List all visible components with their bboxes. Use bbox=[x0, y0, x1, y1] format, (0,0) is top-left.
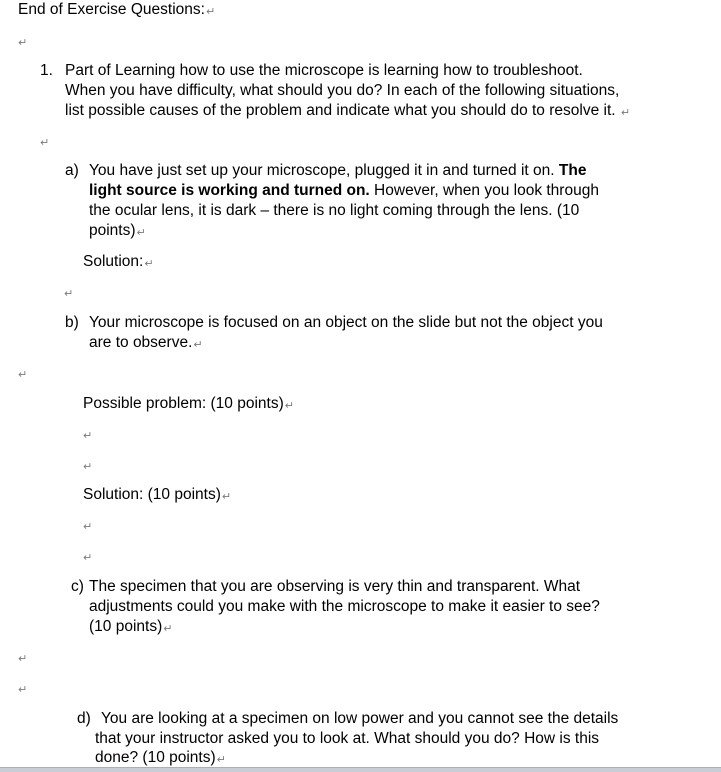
part-a-line-2-bold: light source is working and turned on. bbox=[89, 182, 370, 199]
part-d-line-3 bbox=[95, 748, 226, 769]
paragraph-mark-icon: ↵ bbox=[83, 552, 93, 564]
paragraph-mark-icon: ↵ bbox=[18, 37, 28, 49]
paragraph-mark-icon: ↵ bbox=[221, 491, 232, 503]
paragraph-mark-icon: ↵ bbox=[205, 6, 216, 18]
paragraph-mark-icon: ↵ bbox=[18, 684, 28, 696]
part-d-label: d) bbox=[77, 710, 91, 727]
part-a-line-1-text: You have just set up your microscope, plugged it in and turned it on. bbox=[89, 162, 559, 179]
part-b-solution-label[interactable] bbox=[83, 485, 231, 506]
part-c-line-2: adjustments could you make with the microscope to make it easier to see? bbox=[89, 598, 600, 615]
paragraph-mark-icon: ↵ bbox=[163, 623, 173, 635]
part-a-line-1-bold: The bbox=[558, 162, 587, 179]
question-1-line-2: When you have difficulty, what should you do? In each of the following situations, bbox=[65, 82, 620, 99]
document-heading bbox=[18, 0, 215, 21]
paragraph-mark-icon: ↵ bbox=[18, 369, 28, 381]
part-c-line-1: The specimen that you are observing is very thin and transparent. What bbox=[89, 578, 581, 595]
part-a-line-1 bbox=[89, 161, 586, 181]
heading-text: End of Exercise Questions: bbox=[18, 1, 205, 18]
paragraph-mark-icon: ↵ bbox=[620, 107, 631, 119]
window-bottom-border bbox=[0, 767, 721, 772]
part-c-line-3 bbox=[89, 617, 172, 638]
question-1-line-3 bbox=[65, 101, 630, 122]
part-a-label: a) bbox=[65, 162, 79, 179]
part-d-line-2: that your instructor asked you to look at. What should you do? How is this bbox=[95, 730, 600, 747]
paragraph-mark-icon: ↵ bbox=[40, 137, 50, 149]
part-a-solution-text: Solution: bbox=[83, 253, 144, 270]
part-a-line-3: the ocular lens, it is dark – there is no light coming through the lens. (10 bbox=[89, 202, 580, 219]
part-b-possible-problem-text: Possible problem: (10 points) bbox=[83, 395, 284, 412]
part-b-line-2 bbox=[89, 333, 203, 354]
paragraph-mark-icon: ↵ bbox=[144, 258, 154, 270]
part-b-solution-text: Solution: (10 points) bbox=[83, 486, 221, 503]
part-c-line-3-text: (10 points) bbox=[89, 618, 163, 635]
paragraph-mark-icon: ↵ bbox=[284, 400, 294, 412]
paragraph-mark-icon: ↵ bbox=[18, 653, 28, 665]
paragraph-mark-icon: ↵ bbox=[193, 339, 203, 351]
part-b-line-2-text: are to observe. bbox=[89, 334, 193, 351]
part-b-label: b) bbox=[65, 314, 79, 331]
part-d-line-1: You are looking at a specimen on low power and you cannot see the details bbox=[101, 710, 619, 727]
paragraph-mark-icon: ↵ bbox=[216, 754, 226, 766]
part-a-line-2 bbox=[89, 181, 599, 201]
part-a-line-2-text: However, when you look through bbox=[369, 182, 599, 199]
paragraph-mark-icon: ↵ bbox=[83, 521, 93, 533]
part-d-line-3-text: done? (10 points) bbox=[95, 749, 216, 766]
paragraph-mark-icon: ↵ bbox=[64, 288, 74, 300]
question-1-line-3-text: list possible causes of the problem and indicate what you should do to resolve it. bbox=[65, 102, 616, 119]
part-a-line-4 bbox=[89, 221, 146, 242]
part-b-line-1: Your microscope is focused on an object on the slide but not the object you bbox=[89, 314, 603, 331]
part-a-line-4-text: points) bbox=[89, 222, 136, 239]
part-a-solution-label[interactable] bbox=[83, 252, 154, 273]
question-1-line-1: Part of Learning how to use the microscope is learning how to troubleshoot. bbox=[65, 62, 583, 79]
paragraph-mark-icon: ↵ bbox=[136, 227, 146, 239]
part-b-possible-problem-label[interactable] bbox=[83, 394, 294, 415]
question-1-number: 1. bbox=[40, 62, 53, 79]
paragraph-mark-icon: ↵ bbox=[83, 461, 93, 473]
part-c-label: c) bbox=[71, 578, 84, 595]
paragraph-mark-icon: ↵ bbox=[83, 430, 93, 442]
